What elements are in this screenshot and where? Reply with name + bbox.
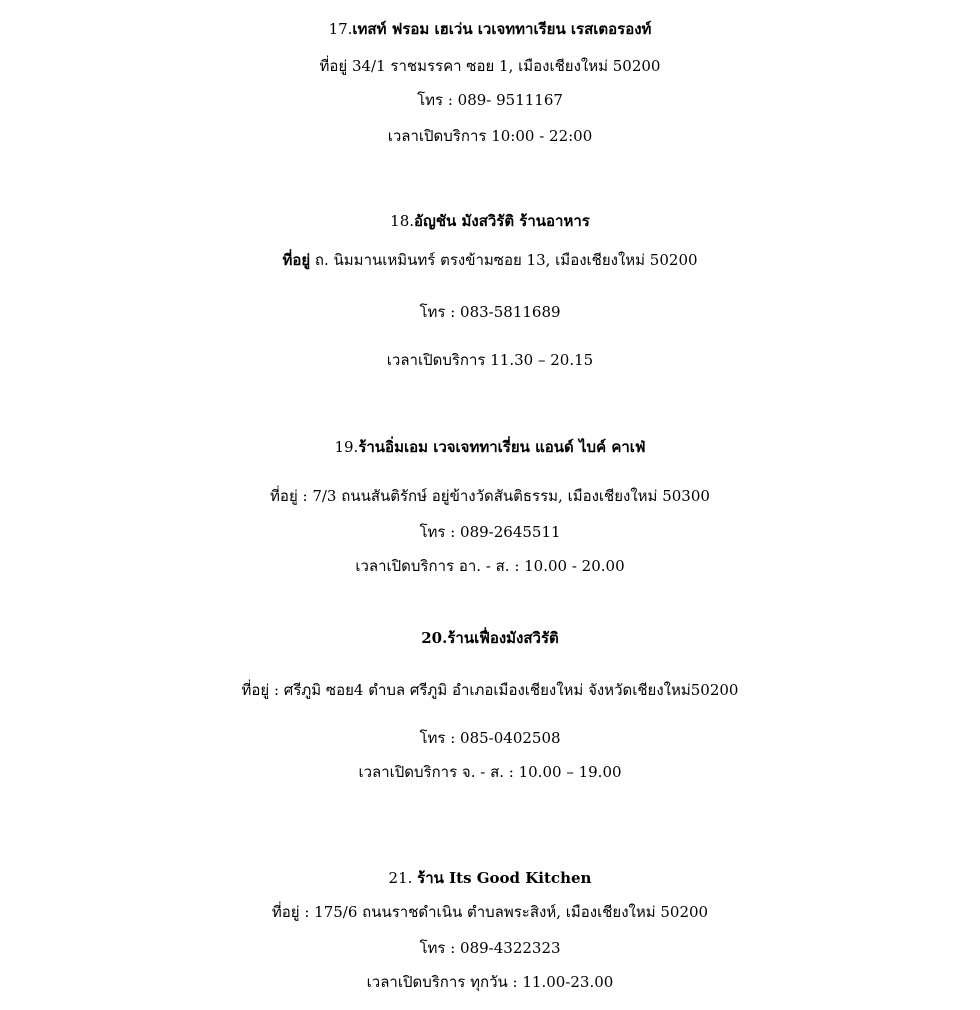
entry-20-number: 20. [421,629,448,647]
entry-20-hours: เวลาเปิดบริการ จ. - ส. : 10.00 – 19.00 [358,763,622,781]
entry-20-address-label: ที่อยู่ [241,681,270,699]
entry-21-number: 21. [388,869,418,887]
entry-20-address [0,680,980,700]
entry-17-number: 17. [328,20,353,38]
entry-17-hours: เวลาเปิดบริการ 10:00 - 22:00 [387,127,593,145]
entry-20-title [0,628,980,648]
entry-17-name: เทสท์ ฟรอม เฮเว่น เวเจททาเรียน เรสเตอรองท์ [352,20,652,38]
entry-20-address-text: : ศรีภูมิ ซอย4 ตำบล ศรีภูมิ อำเภอเมืองเชียงใหม่ จังหวัดเชียงใหม่50200 [269,681,739,699]
entry-17-phone: โทร : 089- 9511167 [417,91,563,109]
entry-21-address-text: : 175/6 ถนนราชดำเนิน ตำบลพระสิงห์, เมืองเชียงใหม่ 50200 [299,903,709,921]
entry-19-title [0,437,980,457]
entry-19-address-text: : 7/3 ถนนสันติรักษ์ อยู่ข้างวัดสันติธรรม, เมืองเชียงใหม่ 50300 [297,487,710,505]
entry-19-hours: เวลาเปิดบริการ อา. - ส. : 10.00 - 20.00 [355,557,625,575]
entry-21-title [0,868,980,888]
entry-19-name: ร้านอิ่มเอม เวจเจททาเรี่ยน แอนด์ ไบค์ คาเฟ่ [358,438,646,456]
entry-18-number: 18. [390,212,415,230]
entry-19-address-label: ที่อยู่ [270,487,298,505]
entry-21-address [0,902,980,922]
entry-21-hours: เวลาเปิดบริการ ทุกวัน : 11.00-23.00 [366,973,614,991]
entry-18-phone: โทร : 083-5811689 [419,303,561,321]
entry-20-name: ร้านเฟื่องมังสวิรัติ [447,629,559,647]
entry-17-title [0,19,980,39]
entry-20-phone: โทร : 085-0402508 [419,729,561,747]
entry-17-address [0,56,980,76]
entry-18-address-text: ถ. นิมมานเหมินทร์ ตรงข้ามซอย 13, เมืองเชียงใหม่ 50200 [310,251,698,269]
entry-21-address-label: ที่อยู่ [271,903,300,921]
entry-18-title [0,211,980,231]
entry-19-number: 19. [334,438,359,456]
entry-18-address-label: ที่อยู่ [282,251,311,269]
entry-17-address-text: 34/1 ราชมรรคา ซอย 1, เมืองเชียงใหม่ 50200 [347,57,661,75]
entry-18-hours: เวลาเปิดบริการ 11.30 – 20.15 [386,351,594,369]
entry-21-phone: โทร : 089-4322323 [419,939,561,957]
entry-18-address [0,250,980,270]
entry-19-address [0,486,980,506]
entry-19-phone: โทร : 089-2645511 [419,523,561,541]
entry-21-name: ร้าน Its Good Kitchen [417,869,592,887]
entry-18-name: อัญชัน มังสวิรัติ ร้านอาหาร [414,212,590,230]
entry-17-address-label: ที่อยู่ [319,57,348,75]
